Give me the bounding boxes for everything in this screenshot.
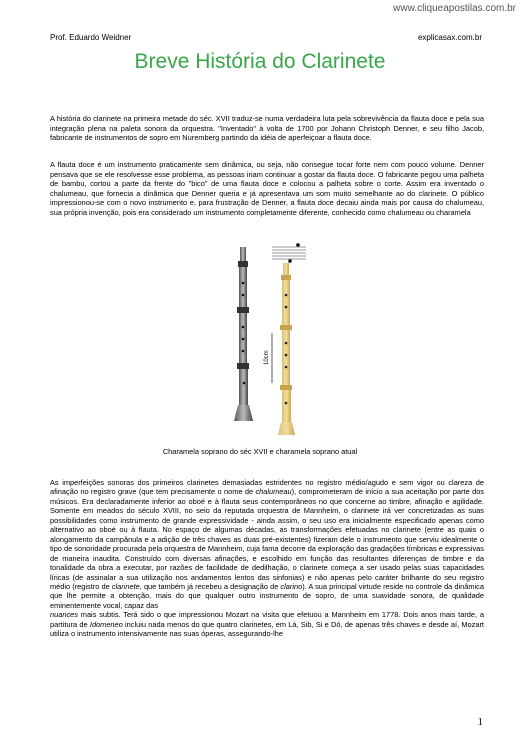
paragraph-flauta: A flauta doce é um instrumento praticamente sem dinâmica, ou seja, não consegue tocar forte nem com pouco volume. Denner pensava que se ele resolvesse esse problema, as pessoas iriam continuar a gostar da flauta doce. O fabricante pegou uma palheta de bambu, cortou a parte da frente do "bico" de uma flauta doce e colocou a palheta sobre o corte. Assim era inventado o chalumeau, que fornecia a dinâmica que Denner queria e já apresentava um som muito semelhante ao do clarinete. O público impressionou-se com o novo instrumento e, para frustração de Denner, a flauta doce decaiu ainda mais por causa do chalumeau, sua própria invenção, pois era considerado um instrumento completamente diferente, conhecido como chalumeau ou charamela <box>50 160 484 217</box>
page-number: 1 <box>477 716 483 728</box>
old-charamela-drawing <box>234 247 253 421</box>
paragraph-imperfeicoes: As imperfeições sonoras dos primeiros clarinetes demasiadas estridentes no registro médio/agudo e sem vigor ou clareza de afinação no registro grave (que tem precisamente o nome de chalumeau), comprometeram de início a sua aceitação por parte dos músicos. Era declaradamente inferior ao oboé e à flauta seus contemporâneos no que concerne ao timbre, afinação e agilidade. Somente em meados do século XVIII, no seio da reputada orquestra de Mannheim, o clarinete irá ver concretizadas as suas possibilidades como instrumento de grande expressividade - ainda assim, o seu uso era inicialmente especificado apenas como alternativo ao oboé ou à flauta. No espaço de algumas décadas, as transformações efetuadas no clarinete (entre as quais o alongamento da campânula e a adição de três chaves as duas pré-existentes) fizeram dele o instrumento que serviu idealmente o tipo de sonoridade procurada pela orquestra de Mannheim, cuja fama decorre da exploração das gradações tímbricas e expressivas de maneira inaudita. Construído com diversas afinações, e escolhido em função das resultantes diferenças de timbre e da tonalidade da obra a executar, por razões de facilidade de dedilhação, o clarinete começa a ser usado pelas suas capacidades líricas (de assinalar a sua utilização nos andamentos lentos das sinfonias) e não apenas pelo caráter brilhante do seu registro médio (registro de clarinete, que também já recebeu a designação de clarino). A sua principal virtude reside no controle da dinâmica que lhe permite a obtenção, mais do que qualquer outro instrumento de sopro, de uma suavidade sonora, de qualidade eminentemente vocal, capaz das nuances mais subtis. Terá sido o que impressionou Mozart na visita que efetuou a Mannheim em 1778. Dois anos mais tarde, a partitura de Idomeneo incluiu nada menos do que quatro clarinetes, em Lá, Sib, Si e Dó, de apenas três chaves e desde aí, Mozart utiliza o instrumento intensivamente nas suas óperas, assegurando-lhe <box>50 478 485 639</box>
paragraph-intro: A história do clarinete na primeira metade do séc. XVII traduz-se numa verdadeira luta pela sobrevivência da flauta doce e pela sua integração plena na paleta sonora da orquestra. "Inventado" à volta de 1700 por Johann Christoph Denner, e seu filho Jacob, fabricante de instrumentos de sopro em Nuremberg partindo da idéia de aperfeiçoar a flauta doce. <box>50 114 484 142</box>
instruments-figure <box>228 243 308 438</box>
figure-caption: Charamela soprano do séc XVII e charamela soprano atual <box>162 447 358 456</box>
page-title: Breve História do Clarinete <box>134 50 386 73</box>
music-staff-drawing <box>272 243 306 262</box>
chalumeau-illustration <box>228 243 308 438</box>
header-site[interactable]: explicasax.com.br <box>417 33 482 42</box>
header-author: Prof. Eduardo Weidner <box>50 33 132 42</box>
scale-label: 10cm <box>264 350 270 365</box>
modern-charamela-drawing <box>278 263 295 435</box>
watermark-url[interactable]: www.cliqueapostilas.com.br <box>393 3 516 14</box>
